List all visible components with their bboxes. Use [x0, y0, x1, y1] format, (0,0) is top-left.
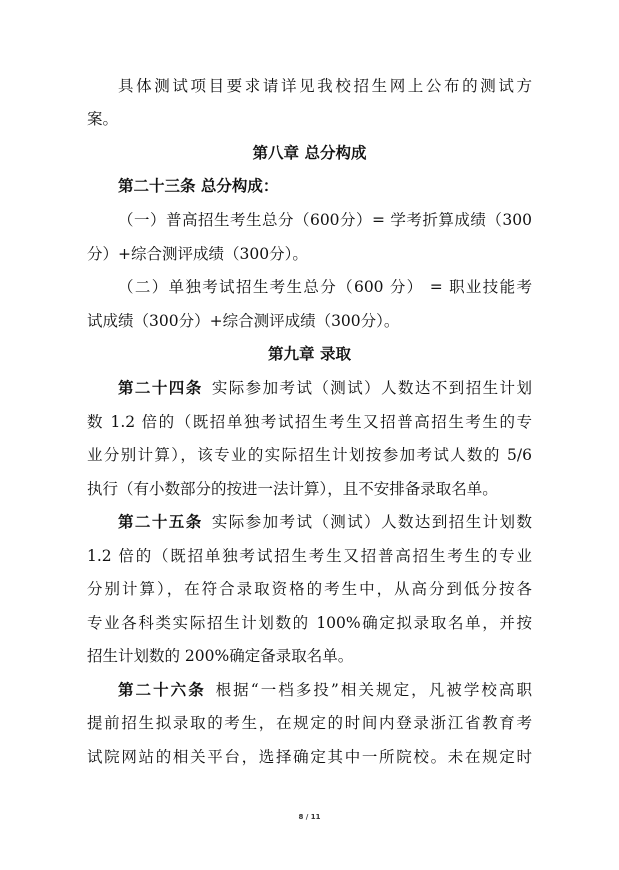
article-label-26: 第二十六条	[118, 680, 206, 699]
paragraph-line: 提前招生拟录取的考生，在规定的时间内登录浙江省教育考	[87, 714, 532, 732]
article-label-24: 第二十四条	[118, 378, 203, 397]
paragraph-line: 执行（有小数部分的按进一法计算），且不安排备录取名单。	[87, 480, 498, 498]
paragraph-line: 试成绩（300分）+综合测评成绩（300分）。	[87, 312, 400, 330]
paragraph-line: 专业各科类实际招生计划数的 100%确定拟录取名单，并按	[87, 614, 532, 632]
article-text: 实际参加考试（测试）人数达到招生计划数	[210, 513, 532, 531]
paragraph-line: （一）普高招生考生总分（600分）= 学考折算成绩（300	[118, 211, 532, 229]
paragraph-line: 具体测试项目要求请详见我校招生网上公布的测试方	[118, 77, 532, 95]
paragraph-line: 分别计算），在符合录取资格的考生中，从高分到低分按各	[87, 580, 532, 598]
page-number: 8 / 11	[298, 813, 321, 821]
chapter-heading-9: 第九章 录取	[268, 344, 351, 363]
article-text: 实际参加考试（测试）人数达不到招生计划	[210, 379, 532, 397]
paragraph-line: 分）+综合测评成绩（300分）。	[87, 245, 308, 263]
paragraph-line: 招生计划数的 200%确定备录取名单。	[87, 647, 354, 665]
article-25-line	[118, 512, 532, 532]
paragraph-line: 数 1.2 倍的（既招单独考试招生考生又招普高招生考生的专	[87, 413, 532, 431]
article-title-23: 第二十三条 总分构成：	[118, 176, 279, 195]
paragraph-line: 业分别计算），该专业的实际招生计划按参加考试人数的 5/6	[87, 446, 532, 464]
article-text: 根据“一档多投”相关规定，凡被学校高职	[213, 681, 532, 699]
paragraph-line: 试院网站的相关平台，选择确定其中一所院校。未在规定时	[87, 748, 532, 766]
article-26-line	[118, 680, 532, 700]
paragraph-line: （二）单独考试招生考生总分（600 分） = 职业技能考	[118, 278, 532, 296]
chapter-heading-8: 第八章 总分构成	[252, 143, 367, 162]
article-24-line	[118, 378, 532, 398]
article-label-25: 第二十五条	[118, 512, 203, 531]
paragraph-line: 案。	[87, 110, 119, 128]
paragraph-line: 1.2 倍的（既招单独考试招生考生又招普高招生考生的专业	[87, 547, 532, 565]
